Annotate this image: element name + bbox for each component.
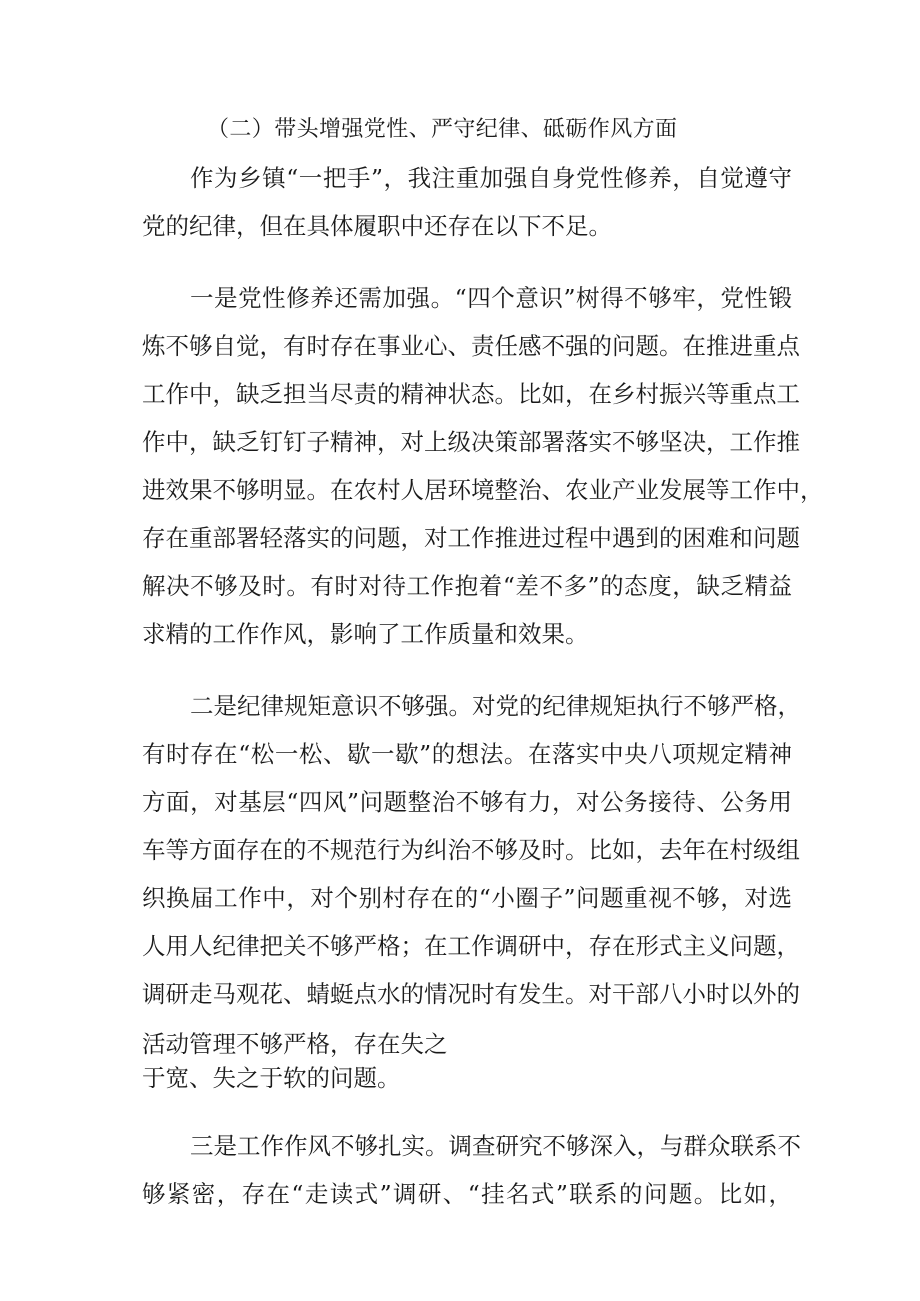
paragraph-4-line-1: 三是工作作风不够扎实。调查研究不够深入，与群众联系不 xyxy=(190,1132,801,1160)
paragraph-3-line-3: 方面，对基层“四风”问题整治不够有力，对公务接待、公务用 xyxy=(142,788,792,816)
paragraph-3-line-6: 人用人纪律把关不够严格；在工作调研中，存在形式主义问题， xyxy=(142,932,800,960)
paragraph-2-line-2: 炼不够自觉，有时存在事业心、责任感不强的问题。在推进重点 xyxy=(142,332,800,360)
paragraph-3-line-1: 二是纪律规矩意识不够强。对党的纪律规矩执行不够严格， xyxy=(190,692,801,720)
paragraph-1-line-2: 党的纪律，但在具体履职中还存在以下不足。 xyxy=(142,212,612,240)
paragraph-2-line-7: 解决不够及时。有时对待工作抱着“差不多”的态度，缺乏精益 xyxy=(142,572,792,600)
paragraph-3-line-4: 车等方面存在的不规范行为纠治不够及时。比如，去年在村级组 xyxy=(142,836,800,864)
paragraph-3-line-5: 织换届工作中，对个别村存在的“小圈子”问题重视不够，对选 xyxy=(142,884,792,912)
paragraph-1-line-1: 作为乡镇“一把手”，我注重加强自身党性修养，自觉遵守 xyxy=(190,164,792,192)
paragraph-2-line-8: 求精的工作作风，影响了工作质量和效果。 xyxy=(142,620,589,648)
paragraph-3-line-7: 调研走马观花、蜻蜓点水的情况时有发生。对干部八小时以外的 xyxy=(142,980,800,1008)
paragraph-2-line-6: 存在重部署轻落实的问题，对工作推进过程中遇到的困难和问题 xyxy=(142,524,800,552)
paragraph-4-line-2: 够紧密，存在“走读式”调研、“挂名式”联系的问题。比如， xyxy=(142,1180,792,1208)
paragraph-3-line-9: 于宽、失之于软的问题。 xyxy=(142,1064,401,1092)
paragraph-2-line-4: 作中，缺乏钉钉子精神，对上级决策部署落实不够坚决，工作推 xyxy=(142,428,800,456)
section-heading: （二）带头增强党性、严守纪律、砥砺作风方面 xyxy=(207,117,678,142)
paragraph-3-line-2: 有时存在“松一松、歇一歇”的想法。在落实中央八项规定精神 xyxy=(142,740,792,768)
paragraph-3-line-8: 活动管理不够严格，存在失之 xyxy=(142,1030,448,1058)
paragraph-2-line-1: 一是党性修养还需加强。“四个意识”树得不够牢，党性锻 xyxy=(190,284,792,312)
paragraph-2-line-5: 进效果不够明显。在农村人居环境整治、农业产业发展等工作中， xyxy=(142,476,824,504)
paragraph-2-line-3: 工作中，缺乏担当尽责的精神状态。比如，在乡村振兴等重点工 xyxy=(142,380,800,408)
